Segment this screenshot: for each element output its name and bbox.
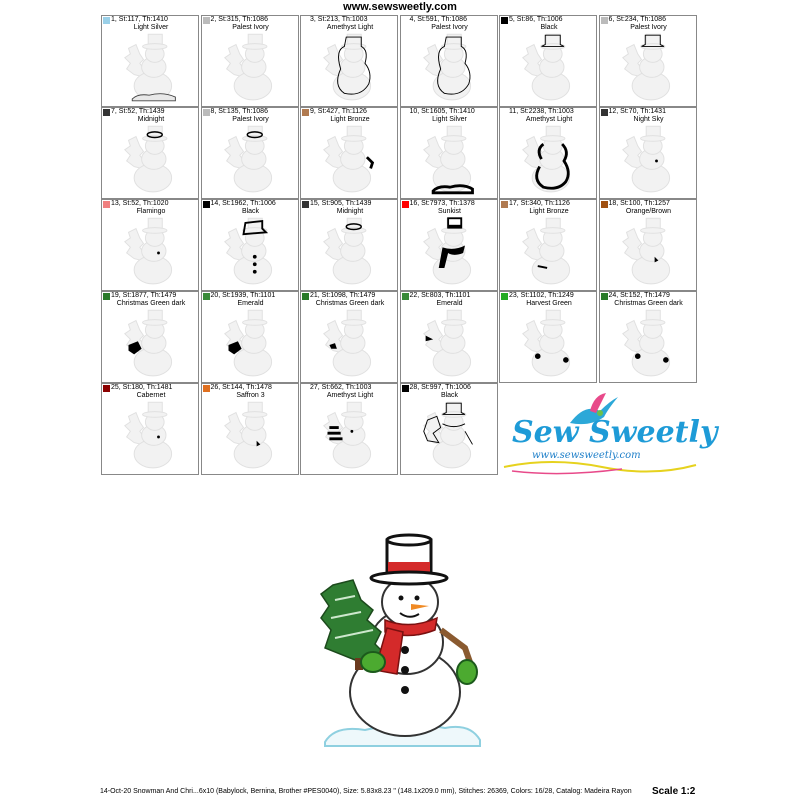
- stop-label: 9, St:427, Th:1126: [310, 108, 367, 115]
- thread-color-name: Black: [540, 24, 558, 31]
- color-stop-cell: [101, 15, 199, 107]
- color-stop-cell: [400, 199, 498, 291]
- color-stop-cell: [300, 107, 398, 199]
- color-swatch: [103, 17, 110, 24]
- stop-label: 21, St:1098, Th:1479: [310, 292, 376, 299]
- stop-label: 10, St:1605, Th:1410: [409, 108, 475, 115]
- stitch-preview: [519, 306, 579, 382]
- color-swatch: [501, 109, 508, 116]
- footer-info: 14-Oct-20 Snowman And Chri...6x10 (Babylock, Bernina, Brother #PES0040), Size: 5.83x8.23 " (148.1x209.0 mm), Stitches: 26369, Colors: 16/28, Catalog: Madeira Rayon: [100, 788, 632, 795]
- thread-color-name: Amethyst Light: [326, 24, 374, 31]
- thread-color-name: Saffron 3: [236, 392, 265, 399]
- stitch-preview: [619, 306, 679, 382]
- site-url[interactable]: www.sewsweetly.com: [343, 1, 457, 13]
- color-stop-cell: [599, 291, 697, 383]
- stop-label: 1, St:117, Th:1410: [111, 16, 168, 23]
- stop-label: 18, St:100, Th:1257: [608, 200, 670, 207]
- stop-label: 11, St:2238, Th:1003: [509, 108, 574, 115]
- thread-color-name: Palest Ivory: [232, 24, 269, 31]
- stitch-preview: [420, 30, 480, 106]
- color-swatch: [103, 109, 110, 116]
- thread-color-name: Christmas Green dark: [315, 300, 385, 307]
- color-stop-cell: [499, 107, 597, 199]
- color-swatch: [203, 17, 210, 24]
- stop-label: 19, St:1877, Th:1479: [111, 292, 177, 299]
- stop-label: 8, St:135, Th:1086: [210, 108, 268, 115]
- color-stop-cell: [400, 383, 498, 475]
- stitch-preview: [420, 398, 480, 474]
- thread-color-name: Midnight: [336, 208, 364, 215]
- stitch-preview: [121, 122, 181, 198]
- stop-label: 16, St:7973, Th:1378: [409, 200, 475, 207]
- color-swatch: [402, 385, 409, 392]
- color-stop-cell: [101, 291, 199, 383]
- color-swatch: [203, 109, 210, 116]
- color-stop-cell: [300, 291, 398, 383]
- stitch-preview: [420, 306, 480, 382]
- stitch-preview: [121, 398, 181, 474]
- logo-url[interactable]: www.sewsweetly.com: [532, 450, 641, 461]
- stitch-preview: [619, 122, 679, 198]
- stop-label: 2, St:315, Th:1086: [210, 16, 268, 23]
- stitch-preview: [121, 30, 181, 106]
- design-preview: [295, 520, 505, 755]
- color-stop-cell: [101, 383, 199, 475]
- thread-color-name: Light Silver: [432, 116, 467, 123]
- color-swatch: [203, 385, 210, 392]
- color-stop-cell: [599, 107, 697, 199]
- color-stop-cell: [599, 199, 697, 291]
- color-swatch: [302, 201, 309, 208]
- color-swatch: [601, 109, 608, 116]
- stitch-preview: [519, 30, 579, 106]
- thread-color-name: Palest Ivory: [431, 24, 468, 31]
- stop-label: 22, St:803, Th:1101: [409, 292, 471, 299]
- left-mitten: [361, 652, 385, 672]
- thread-color-name: Christmas Green dark: [116, 300, 186, 307]
- color-swatch: [302, 17, 309, 24]
- stop-label: 25, St:180, Th:1481: [111, 384, 173, 391]
- color-stop-cell: [400, 15, 498, 107]
- stitch-preview: [420, 214, 480, 290]
- stop-label: 23, St:1102, Th:1249: [509, 292, 574, 299]
- thread-color-name: Palest Ivory: [630, 24, 667, 31]
- stop-label: 3, St:213, Th:1003: [310, 16, 368, 23]
- color-stop-cell: [201, 383, 299, 475]
- stop-label: 13, St:52, Th:1020: [111, 200, 169, 207]
- color-stop-cell: [300, 383, 398, 475]
- stop-label: 28, St:997, Th:1006: [409, 384, 471, 391]
- thread-color-name: Black: [241, 208, 260, 215]
- color-stop-cell: [300, 15, 398, 107]
- stop-label: 20, St:1939, Th:1101: [210, 292, 276, 299]
- color-swatch: [501, 201, 508, 208]
- stitch-preview: [221, 398, 281, 474]
- stop-label: 4, St:591, Th:1086: [409, 16, 467, 23]
- color-swatch: [601, 201, 608, 208]
- stitch-preview: [320, 214, 380, 290]
- thread-color-name: Sunkist: [438, 208, 461, 215]
- stop-label: 5, St:86, Th:1006: [509, 16, 563, 23]
- thread-color-name: Harvest Green: [526, 300, 572, 307]
- color-stop-cell: [201, 291, 299, 383]
- thread-color-name: Palest Ivory: [232, 116, 269, 123]
- thread-color-name: Cabernet: [136, 392, 166, 399]
- hat-brim: [371, 572, 447, 584]
- color-swatch: [501, 17, 508, 24]
- stitch-preview: [221, 214, 281, 290]
- thread-color-name: Amethyst Light: [525, 116, 573, 123]
- color-swatch: [103, 293, 110, 300]
- color-stop-cell: [400, 291, 498, 383]
- scale-label: Scale 1:2: [652, 786, 696, 797]
- stitch-preview: [619, 30, 679, 106]
- thread-color-name: Flamingo: [136, 208, 166, 215]
- thread-color-name: Christmas Green dark: [614, 300, 683, 307]
- thread-color-name: Emerald: [237, 300, 264, 307]
- color-swatch: [601, 17, 608, 24]
- stop-label: 7, St:52, Th:1439: [111, 108, 165, 115]
- stitch-preview: [221, 122, 281, 198]
- color-swatch: [302, 385, 309, 392]
- stitch-preview: [619, 214, 679, 290]
- color-stop-cell: [201, 107, 299, 199]
- color-swatch: [402, 17, 409, 24]
- color-stop-cell: [499, 291, 597, 383]
- logo-swirl: [502, 459, 698, 479]
- stitch-preview: [320, 30, 380, 106]
- logo-wordmark: Sew Sweetly: [512, 415, 718, 450]
- stitch-preview: [519, 122, 579, 198]
- color-swatch: [302, 293, 309, 300]
- stitch-preview: [320, 306, 380, 382]
- color-swatch: [302, 109, 309, 116]
- color-stop-cell: [101, 107, 199, 199]
- color-swatch: [402, 201, 409, 208]
- stitch-preview: [420, 122, 480, 198]
- color-stop-cell: [499, 199, 597, 291]
- color-stop-cell: [599, 15, 697, 107]
- thread-color-name: Amethyst Light: [326, 392, 374, 399]
- thread-color-name: Midnight: [137, 116, 165, 123]
- color-swatch: [601, 293, 608, 300]
- stitch-preview: [221, 30, 281, 106]
- thread-color-name: Emerald: [436, 300, 463, 307]
- thread-color-name: Orange/Brown: [625, 208, 672, 215]
- sew-sweetly-logo: [502, 393, 718, 477]
- color-swatch: [103, 201, 110, 208]
- thread-color-name: Black: [440, 392, 459, 399]
- thread-color-name: Light Silver: [133, 24, 169, 31]
- color-stop-cell: [101, 199, 199, 291]
- thread-color-name: Light Bronze: [529, 208, 569, 215]
- color-swatch: [103, 385, 110, 392]
- stop-label: 14, St:1962, Th:1006: [210, 200, 276, 207]
- color-swatch: [402, 109, 409, 116]
- stitch-preview: [121, 306, 181, 382]
- color-swatch: [501, 293, 508, 300]
- thread-color-name: Light Bronze: [330, 116, 370, 123]
- stop-label: 17, St:340, Th:1126: [509, 200, 570, 207]
- stitch-preview: [519, 214, 579, 290]
- stitch-preview: [320, 398, 380, 474]
- stop-label: 12, St:70, Th:1431: [608, 108, 666, 115]
- color-swatch: [203, 201, 210, 208]
- color-swatch: [203, 293, 210, 300]
- stitch-preview: [221, 306, 281, 382]
- stop-label: 15, St:905, Th:1439: [310, 200, 372, 207]
- color-stop-cell: [499, 15, 597, 107]
- stitch-preview: [121, 214, 181, 290]
- color-stop-cell: [400, 107, 498, 199]
- christmas-tree: [321, 580, 387, 660]
- stop-label: 26, St:144, Th:1478: [210, 384, 272, 391]
- color-stop-cell: [201, 199, 299, 291]
- color-stop-cell: [300, 199, 398, 291]
- color-stop-cell: [201, 15, 299, 107]
- stop-label: 27, St:662, Th:1003: [310, 384, 372, 391]
- color-swatch: [402, 293, 409, 300]
- stop-label: 24, St:152, Th:1479: [608, 292, 670, 299]
- thread-color-name: Night Sky: [633, 116, 664, 123]
- stitch-preview: [320, 122, 380, 198]
- stop-label: 6, St:234, Th:1086: [608, 16, 666, 23]
- right-mitten: [457, 660, 477, 684]
